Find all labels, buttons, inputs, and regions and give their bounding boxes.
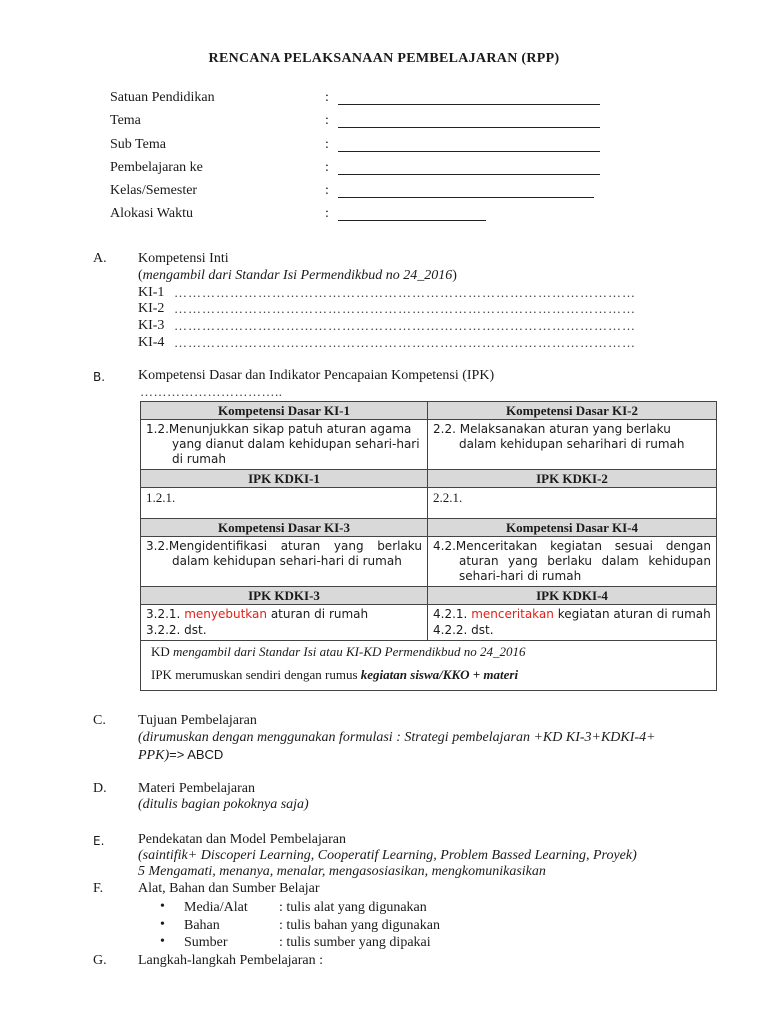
resource-value: : tulis alat yang digunakan [279, 900, 427, 915]
identity-label-pembelajaran: Pembelajaran ke [110, 160, 203, 175]
section-heading: Langkah-langkah Pembelajaran : [138, 953, 324, 968]
resource-value: : tulis sumber yang dipakai [279, 935, 431, 950]
section-heading: Kompetensi Inti [138, 251, 229, 266]
section-note: 5 Mengamati, menanya, menalar, mengasosiasikan, mengkomunikasikan [138, 864, 546, 879]
identity-blank-line [338, 220, 486, 221]
identity-colon: : [325, 183, 329, 198]
identity-blank-line [338, 127, 600, 128]
section-heading: Pendekatan dan Model Pembelajaran [138, 832, 346, 847]
ipk-kdki3-item: 3.2.1. menyebutkan aturan di rumah [146, 607, 369, 621]
ki-dots: ……………………………………………………………………………………… [174, 285, 636, 300]
table-cell [141, 420, 428, 470]
identity-blank-line [338, 174, 600, 175]
section-note: (dirumuskan dengan menggunakan formulasi : Strategi pembelajaran +KD KI-3+KDKI-4+ [138, 730, 656, 745]
section-dots: ………………………….. [140, 384, 283, 399]
table-cell [428, 488, 717, 519]
table-note-line: IPK merumuskan sendiri dengan rumus kegiatan siswa/KKO + materi [151, 667, 519, 682]
section-note: (mengambil dari Standar Isi Permendikbud no 24_2016) [138, 268, 457, 283]
kd-ki2-text: 2.2. Melaksanakan aturan yang berlaku dalam kehidupan seharihari di rumah [433, 422, 685, 451]
ipk-kdki4-item: 4.2.1. menceritakan kegiatan aturan di rumah [433, 607, 711, 621]
section-heading: Alat, Bahan dan Sumber Belajar [138, 881, 320, 896]
ki-label: KI-1 [138, 285, 165, 300]
ki-dots: ……………………………………………………………………………………… [174, 318, 636, 333]
identity-label-kelas: Kelas/Semester [110, 183, 198, 198]
identity-label-alokasi: Alokasi Waktu [110, 206, 193, 221]
identity-label-satuan: Satuan Pendidikan [110, 90, 215, 105]
table-header-ipk-kdki3: IPK KDKI-3 [141, 587, 428, 605]
table-cell [428, 605, 717, 641]
kd-ki4-text: 4.2.Menceritakan kegiatan sesuai dengan aturan yang berlaku dalam kehidupan sehari-hari di rumah [433, 539, 711, 583]
table-cell [428, 537, 717, 587]
ipk-kdki4-item: 4.2.2. dst. [433, 623, 494, 637]
bullet-icon: • [160, 899, 165, 914]
identity-blank-line [338, 197, 594, 198]
section-note: (ditulis bagian pokoknya saja) [138, 797, 309, 812]
kd-ipk-table [140, 401, 717, 691]
identity-colon: : [325, 90, 329, 105]
section-letter: C. [93, 713, 106, 728]
ki-dots: ……………………………………………………………………………………… [174, 301, 636, 316]
table-header-ipk-kdki1: IPK KDKI-1 [141, 470, 428, 488]
red-keyword: menyebutkan [184, 607, 267, 621]
section-note: PPK)=> ABCD [138, 747, 224, 763]
table-header-kd-ki4: Kompetensi Dasar KI-4 [428, 519, 717, 537]
identity-label-subtema: Sub Tema [110, 137, 166, 152]
identity-colon: : [325, 113, 329, 128]
section-letter: D. [93, 781, 107, 796]
resource-label: Bahan [184, 918, 220, 933]
red-keyword: menceritakan [471, 607, 554, 621]
identity-colon: : [325, 206, 329, 221]
resource-value: : tulis bahan yang digunakan [279, 918, 440, 933]
section-letter: E. [93, 834, 105, 848]
table-cell [141, 605, 428, 641]
section-note: (saintifik+ Discoperi Learning, Cooperatif Learning, Problem Bassed Learning, Proyek) [138, 848, 637, 863]
resource-label: Sumber [184, 935, 228, 950]
table-note-line: KD mengambil dari Standar Isi atau KI-KD Permendikbud no 24_2016 [151, 644, 526, 659]
table-cell [141, 488, 428, 519]
resource-label: Media/Alat [184, 900, 248, 915]
table-header-kd-ki3: Kompetensi Dasar KI-3 [141, 519, 428, 537]
identity-blank-line [338, 151, 600, 152]
kd-ki3-text: 3.2.Mengidentifikasi aturan yang berlaku dalam kehidupan sehari-hari di rumah [146, 539, 422, 568]
ipk-kdki2-text: 2.2.1. [433, 490, 463, 505]
ipk-kdki3-item: 3.2.2. dst. [146, 623, 207, 637]
section-letter: G. [93, 953, 107, 968]
ki-label: KI-4 [138, 335, 165, 350]
ipk-kdki1-text: 1.2.1. [146, 490, 176, 505]
table-cell [428, 420, 717, 470]
section-heading: Tujuan Pembelajaran [138, 713, 257, 728]
identity-blank-line [338, 104, 600, 105]
bullet-icon: • [160, 934, 165, 949]
bullet-icon: • [160, 917, 165, 932]
table-header-kd-ki1: Kompetensi Dasar KI-1 [141, 402, 428, 420]
section-letter: F. [93, 881, 104, 896]
identity-label-tema: Tema [110, 113, 141, 128]
ki-dots: ……………………………………………………………………………………… [174, 335, 636, 350]
table-cell [141, 537, 428, 587]
ki-label: KI-3 [138, 318, 165, 333]
table-header-ipk-kdki2: IPK KDKI-2 [428, 470, 717, 488]
table-header-ipk-kdki4: IPK KDKI-4 [428, 587, 717, 605]
section-heading: Materi Pembelajaran [138, 781, 256, 796]
section-heading: Kompetensi Dasar dan Indikator Pencapaian Kompetensi (IPK) [138, 368, 495, 383]
table-note-cell [141, 641, 717, 691]
identity-colon: : [325, 137, 329, 152]
page-title: RENCANA PELAKSANAAN PEMBELAJARAN (RPP) [208, 51, 560, 66]
section-letter: B. [93, 370, 106, 384]
identity-colon: : [325, 160, 329, 175]
table-header-kd-ki2: Kompetensi Dasar KI-2 [428, 402, 717, 420]
ki-label: KI-2 [138, 301, 165, 316]
kd-ki1-text: 1.2.Menunjukkan sikap patuh aturan agama yang dianut dalam kehidupan sehari-hari di rumah [146, 422, 420, 466]
section-letter: A. [93, 251, 107, 266]
